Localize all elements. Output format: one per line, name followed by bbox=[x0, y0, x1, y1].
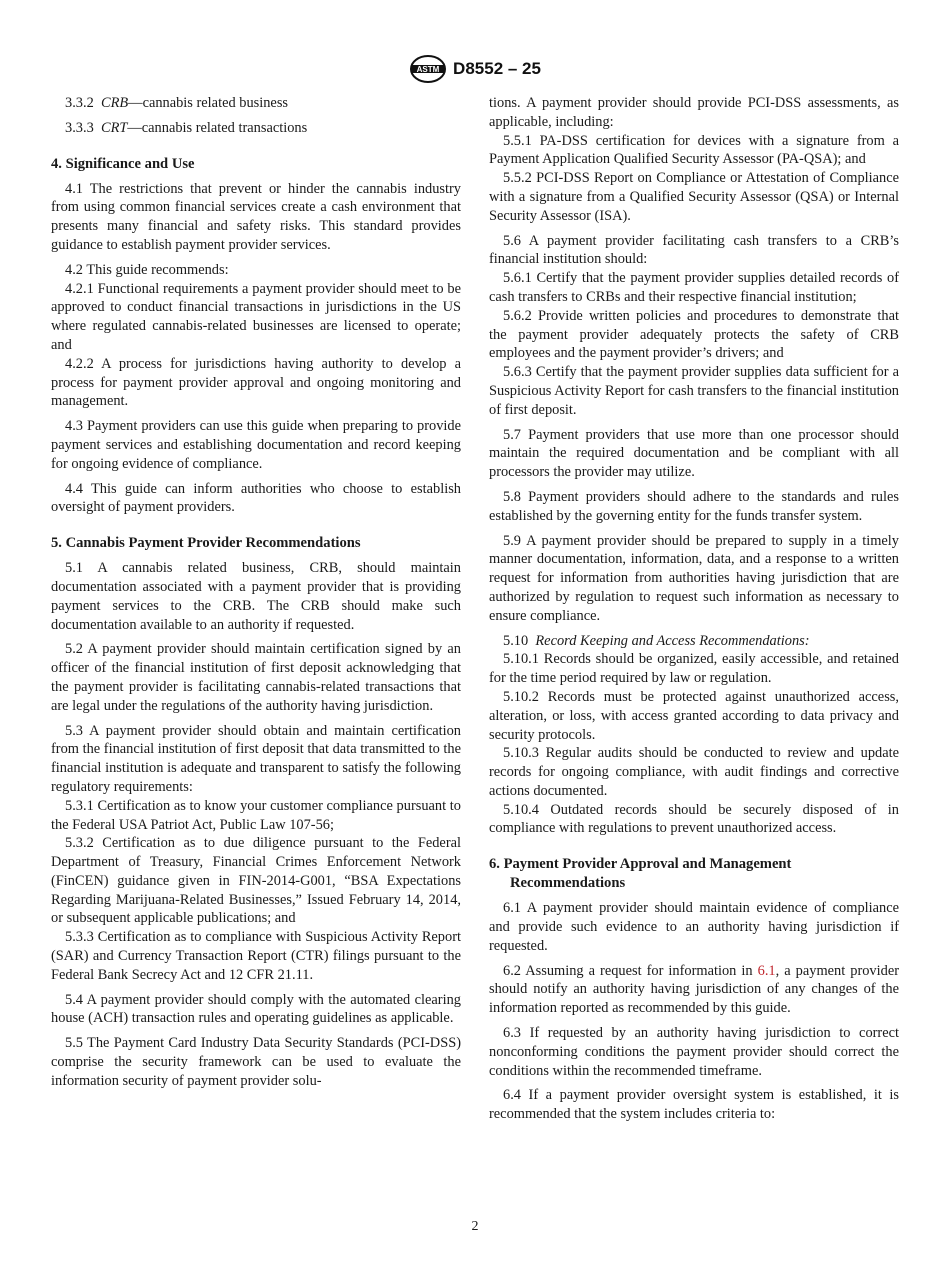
paragraph-6-4: 6.4 If a payment provider oversight system is established, it is recommended that the system includes criteria to: bbox=[489, 1087, 899, 1123]
paragraph-5-6-3: 5.6.3 Certify that the payment provider supplies data sufficient for a Suspicious Activity Report for cash transfers to the financial institution of first deposit. bbox=[489, 364, 899, 418]
definition-3-3-2: 3.3.2 CRB—cannabis related business bbox=[65, 95, 289, 111]
paragraph-4-2-1: 4.2.1 Functional requirements a payment provider should meet to be approved to conduct financial transactions in jurisdictions in the US where regulated cannabis-related businesses are licensed to operate; and bbox=[51, 280, 461, 353]
paragraph-5-8: 5.8 Payment providers should adhere to the standards and rules established by the governing entity for the funds transfer system. bbox=[489, 488, 899, 524]
paragraph-5-5-start: 5.5 The Payment Card Industry Data Security Standards (PCI-DSS) comprise the security framework can be used to evaluate the information security of payment provider solu- bbox=[51, 1035, 461, 1089]
astm-logo-icon bbox=[409, 54, 447, 84]
paragraph-5-7: 5.7 Payment providers that use more than one processor should maintain the required documentation and be compliant with all processors the provider may utilize. bbox=[489, 426, 899, 481]
paragraph-5-10-2: 5.10.2 Records must be protected against unauthorized access, alteration, or loss, with access granted according to data privacy and security protocols. bbox=[489, 688, 899, 743]
svg-text:ASTM: ASTM bbox=[416, 65, 440, 74]
paragraph-4-2: 4.2 This guide recommends: bbox=[65, 261, 229, 278]
paragraph-4-1: 4.1 The restrictions that prevent or hinder the cannabis industry from using common financial services create a cash environment that presents many financial and safety risks. This standard provides guidance to establish payment provider services. bbox=[51, 180, 461, 253]
document-designation: D8552 – 25 bbox=[453, 59, 541, 78]
paragraph-4-4: 4.4 This guide can inform authorities who choose to establish oversight of payment providers. bbox=[51, 480, 461, 516]
paragraph-5-3: 5.3 A payment provider should obtain and maintain certification from the financial institution of first deposit that data transmitted to the financial institution is adequate and transparent to satisfy the following regulatory requirements: bbox=[51, 722, 461, 795]
paragraph-5-10-4: 5.10.4 Outdated records should be securely disposed of in compliance with regulations to prevent unauthorized access. bbox=[489, 801, 899, 837]
page-header bbox=[0, 54, 950, 84]
section-5-heading: 5. Cannabis Payment Provider Recommendations bbox=[51, 535, 361, 552]
paragraph-5-3-2: 5.3.2 Certification as to due diligence pursuant to the Federal Department of Treasury, Financial Crimes Enforcement Network (FinCEN) guidance given in FIN-2014-G001, “BSA Expectations Regarding Marijuana-Related Businesses,” Issued February 14, 2014, or subsequent applicable publications; and bbox=[51, 835, 461, 927]
paragraph-6-3: 6.3 If requested by an authority having jurisdiction to correct nonconforming conditions the payment provider should correct the conditions within the recommended timeframe. bbox=[489, 1025, 899, 1079]
paragraph-5-3-1: 5.3.1 Certification as to know your customer compliance pursuant to the Federal USA Patriot Act, Public Law 107-56; bbox=[51, 797, 461, 833]
paragraph-5-6-2: 5.6.2 Provide written policies and procedures to demonstrate that the payment provider adequately protects the safety of CRB employees and the payment provider’s drivers; and bbox=[489, 307, 899, 362]
right-column bbox=[489, 94, 899, 1124]
paragraph-4-2-2: 4.2.2 A process for jurisdictions having authority to develop a process for payment provider approval and ongoing monitoring and management. bbox=[51, 355, 461, 410]
section-4-heading: 4. Significance and Use bbox=[51, 155, 195, 172]
left-column bbox=[51, 94, 461, 1091]
paragraph-5-3-3: 5.3.3 Certification as to compliance with Suspicious Activity Report (SAR) and Currency Transaction Report (CTR) filings pursuant to the Federal Bank Secrecy Act and 12 CFR 21.11. bbox=[51, 929, 461, 983]
definition-3-3-3: 3.3.3 CRT—cannabis related transactions bbox=[65, 119, 308, 136]
paragraph-6-1: 6.1 A payment provider should maintain evidence of compliance and provide such evidence to an authority having jurisdiction if requested. bbox=[489, 900, 899, 954]
paragraph-6-2: 6.2 Assuming a request for information in 6.1, a payment provider should notify an authority having jurisdiction of any changes of the information reported as recommended by this guide. bbox=[489, 962, 899, 1017]
section-6-heading: 6. Payment Provider Approval and Management Recommendations bbox=[489, 856, 792, 892]
cross-reference-link-6-1[interactable]: 6.1 bbox=[757, 962, 776, 979]
paragraph-5-5-continued: tions. A payment provider should provide PCI-DSS assessments, as applicable, including: bbox=[489, 95, 899, 130]
paragraph-5-9: 5.9 A payment provider should be prepared to supply in a timely manner documentation, information, data, and a response to a written request for information from authorities having jurisdiction that are authorized by regulation to request such information as necessary to ensure compliance. bbox=[489, 532, 899, 624]
paragraph-5-4: 5.4 A payment provider should comply with the automated clearing house (ACH) transaction rules and operating guidelines as applicable. bbox=[51, 991, 461, 1027]
paragraph-5-10-1: 5.10.1 Records should be organized, easily accessible, and retained for the time period required by law or regulation. bbox=[489, 651, 899, 687]
paragraph-5-5-2: 5.5.2 PCI-DSS Report on Compliance or Attestation of Compliance with a signature from a Qualified Security Assessor (QSA) or Internal Security Assessor (ISA). bbox=[489, 170, 899, 224]
paragraph-5-10-3: 5.10.3 Regular audits should be conducted to review and update records for ongoing compliance, with audit findings and corrective actions documented. bbox=[489, 745, 899, 799]
paragraph-5-2: 5.2 A payment provider should maintain certification signed by an officer of the financial institution of first deposit acknowledging that the payment provider is facilitating cannabis-related transactions that are legal under the regulations of the authority having jurisdiction. bbox=[51, 641, 461, 714]
paragraph-5-5-1: 5.5.1 PA-DSS certification for devices with a signature from a Payment Application Qualified Security Assessor (PA-QSA); and bbox=[489, 132, 899, 168]
paragraph-5-6-1: 5.6.1 Certify that the payment provider supplies detailed records of cash transfers to CRBs and their respective financial institution; bbox=[489, 270, 899, 305]
paragraph-5-10: 5.10 Record Keeping and Access Recommendations: bbox=[503, 632, 810, 649]
paragraph-5-6: 5.6 A payment provider facilitating cash transfers to a CRB’s financial institution should: bbox=[489, 232, 899, 268]
paragraph-4-3: 4.3 Payment providers can use this guide when preparing to provide payment services and establishing documentation and record keeping for ongoing evidence of compliance. bbox=[51, 418, 461, 472]
page-number: 2 bbox=[471, 1219, 479, 1234]
paragraph-5-1: 5.1 A cannabis related business, CRB, should maintain documentation associated with a payment provider that is providing payment services to the CRB. The CRB should make such documentation available to an authority if requested. bbox=[51, 560, 461, 633]
